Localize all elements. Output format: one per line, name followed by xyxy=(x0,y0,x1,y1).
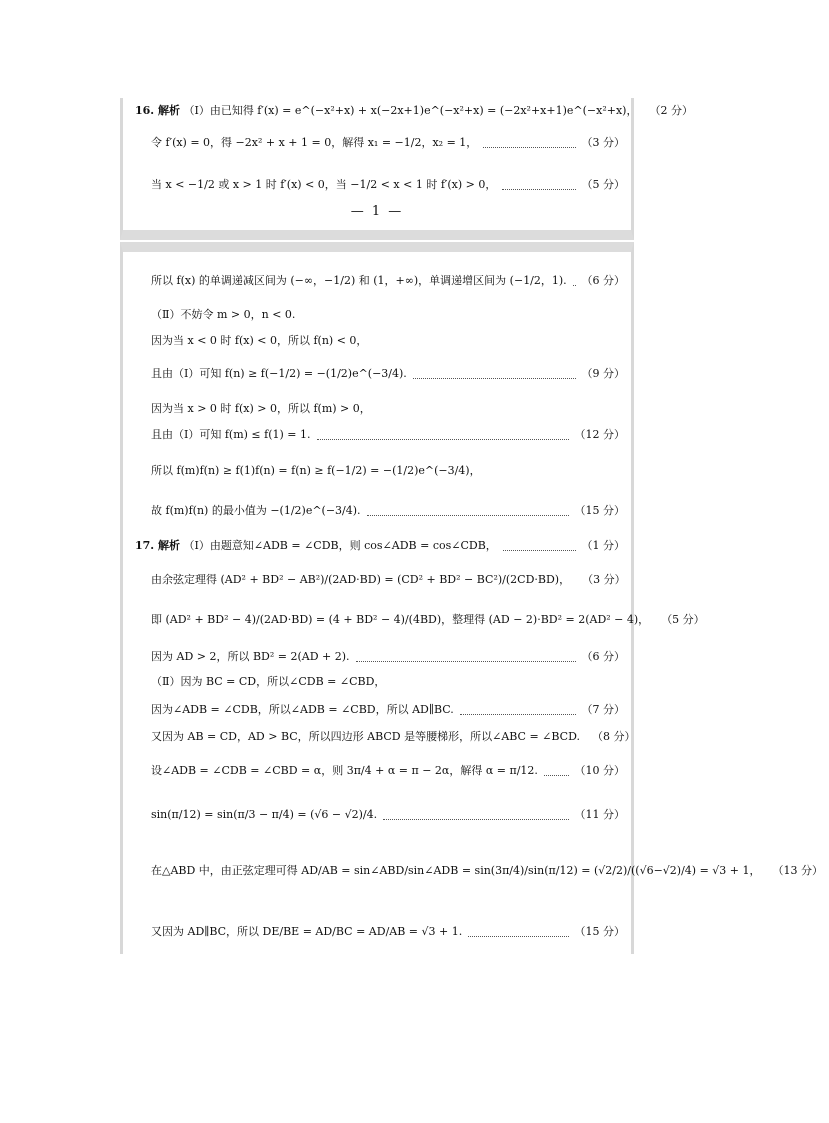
q17-score-2: （3 分） xyxy=(582,573,626,586)
leader-dots xyxy=(573,277,576,286)
q17-score-3: （5 分） xyxy=(661,613,705,626)
q17-line-4 xyxy=(123,650,631,664)
q17-text-10: 在△ABD 中，由正弦定理可得 AD/AB = sin∠ABD/sin∠ADB = sin(3π/4)/sin(π/12) = (√2/2)/((√6−√2)/4) = √3 + 1， xyxy=(151,864,761,877)
leader-dots xyxy=(460,706,576,715)
q16-cont-line-4 xyxy=(123,367,631,381)
q17-text-3: 即 (AD² + BD² − 4)/(2AD·BD) = (4 + BD² − 4)/(4BD)，整理得 (AD − 2)·BD² = 2(AD² − 4)， xyxy=(151,613,650,626)
q17-line-1 xyxy=(123,539,631,553)
q17-text-2: 由余弦定理得 (AD² + BD² − AB²)/(2AD·BD) = (CD² + BD² − BC²)/(2CD·BD)， xyxy=(151,573,571,586)
q17-text-5: （Ⅱ）因为 BC = CD，所以∠CDB = ∠CBD， xyxy=(151,675,386,688)
leader-dots xyxy=(413,370,576,379)
q17-text-9: sin(π/12) = sin(π/3 − π/4) = (√6 − √2)/4. xyxy=(151,808,378,821)
q16-cont-text-1: 所以 f(x) 的单调递减区间为 (−∞，−1/2) 和 (1，+∞)，单调递增区间为 (−1/2，1). xyxy=(151,274,567,287)
leader-dots xyxy=(503,542,576,551)
leader-dots xyxy=(468,928,568,937)
leader-dots xyxy=(356,653,576,662)
q16-cont-line-7 xyxy=(123,464,631,478)
q16-text-3: 当 x < −1/2 或 x > 1 时 f′(x) < 0，当 −1/2 < x < 1 时 f′(x) > 0， xyxy=(151,178,497,191)
q16-cont-line-1 xyxy=(123,274,631,288)
leader-dots xyxy=(502,181,575,190)
q17-score-9: （11 分） xyxy=(574,808,625,821)
q17-score-7: （8 分） xyxy=(592,730,636,743)
q16-line-1 xyxy=(123,104,693,118)
q16-cont-score-1: （6 分） xyxy=(581,274,625,287)
q16-cont-text-4: 且由（Ⅰ）可知 f(n) ≥ f(−1/2) = −(1/2)e^(−3/4). xyxy=(151,367,407,380)
q16-text-2: 令 f′(x) = 0，得 −2x² + x + 1 = 0，解得 x₁ = −1/2，x₂ = 1， xyxy=(151,136,478,149)
q17-text-6: 因为∠ADB = ∠CDB，所以∠ADB = ∠CBD，所以 AD∥BC. xyxy=(151,703,454,716)
q16-cont-line-2 xyxy=(123,308,631,322)
q16-cont-line-8 xyxy=(123,504,631,518)
q17-line-9 xyxy=(123,808,631,822)
q16-line-3 xyxy=(123,178,631,192)
q16-cont-text-5: 因为当 x > 0 时 f(x) > 0，所以 f(m) > 0， xyxy=(151,402,371,415)
q17-score-8: （10 分） xyxy=(574,764,625,777)
q17-line-8 xyxy=(123,764,631,778)
q17-score-6: （7 分） xyxy=(581,703,625,716)
q17-text-7: 又因为 AB = CD，AD > BC，所以四边形 ABCD 是等腰梯形，所以∠ABC = ∠BCD. xyxy=(151,730,581,743)
q17-line-6 xyxy=(123,703,631,717)
q16-cont-line-3 xyxy=(123,334,631,348)
q16-cont-text-2: （Ⅱ）不妨令 m > 0，n < 0. xyxy=(151,308,296,321)
q16-cont-text-8: 故 f(m)f(n) 的最小值为 −(1/2)e^(−3/4). xyxy=(151,504,361,517)
q16-text-1: （Ⅰ）由已知得 f′(x) = e^(−x²+x) + x(−2x+1)e^(−x²+x) = (−2x²+x+1)e^(−x²+x)， xyxy=(183,104,638,117)
q16-score-3: （5 分） xyxy=(581,178,625,191)
leader-dots xyxy=(483,139,575,148)
q17-text-1: （Ⅰ）由题意知∠ADB = ∠CDB，则 cos∠ADB = cos∠CDB， xyxy=(183,539,497,552)
q17-score-11: （15 分） xyxy=(574,925,625,938)
q16-cont-line-6 xyxy=(123,428,631,442)
page-1-panel xyxy=(120,98,693,240)
q16-score-1: （2 分） xyxy=(649,104,693,117)
q16-cont-text-6: 且由（Ⅰ）可知 f(m) ≤ f(1) = 1. xyxy=(151,428,311,441)
q16-cont-score-8: （15 分） xyxy=(574,504,625,517)
q17-score-10: （13 分） xyxy=(772,864,824,877)
q17-line-11 xyxy=(123,925,631,939)
q17-text-4: 因为 AD > 2，所以 BD² = 2(AD + 2). xyxy=(151,650,350,663)
q17-line-2 xyxy=(123,573,631,587)
leader-dots xyxy=(367,507,569,516)
q16-cont-score-6: （12 分） xyxy=(574,428,625,441)
q16-label: 16. 解析 xyxy=(135,104,180,117)
page-number: — 1 — xyxy=(350,204,404,219)
q16-cont-text-3: 因为当 x < 0 时 f(x) < 0，所以 f(n) < 0， xyxy=(151,334,368,347)
q16-cont-score-4: （9 分） xyxy=(581,367,625,380)
q17-line-7 xyxy=(123,730,636,744)
leader-dots xyxy=(317,431,569,440)
q16-line-2 xyxy=(123,136,631,150)
q17-line-5 xyxy=(123,675,631,689)
q16-cont-line-5 xyxy=(123,402,631,416)
q17-label: 17. 解析 xyxy=(135,539,180,552)
q17-score-1: （1 分） xyxy=(581,539,625,552)
leader-dots xyxy=(383,811,568,820)
page-2-panel xyxy=(120,242,824,954)
q17-text-8: 设∠ADB = ∠CDB = ∠CBD = α，则 3π/4 + α = π − 2α，解得 α = π/12. xyxy=(151,764,538,777)
q16-cont-text-7: 所以 f(m)f(n) ≥ f(1)f(n) = f(n) ≥ f(−1/2) = −(1/2)e^(−3/4)， xyxy=(151,464,481,477)
leader-dots xyxy=(544,767,569,776)
q17-line-3 xyxy=(123,613,705,627)
q16-score-2: （3 分） xyxy=(581,136,625,149)
q17-text-11: 又因为 AD∥BC，所以 DE/BE = AD/BC = AD/AB = √3 + 1. xyxy=(151,925,463,938)
q17-line-10 xyxy=(123,864,824,878)
q17-score-4: （6 分） xyxy=(581,650,625,663)
